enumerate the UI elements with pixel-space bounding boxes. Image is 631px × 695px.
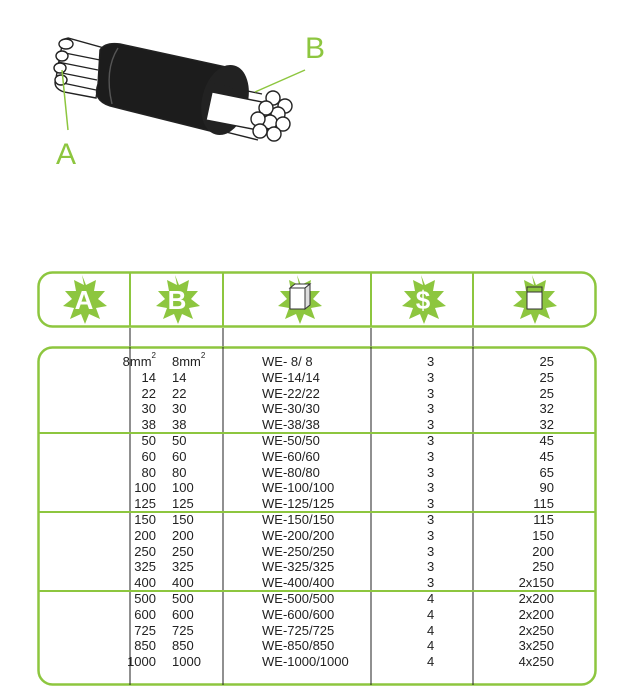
cell-reference: WE-250/250 bbox=[262, 543, 335, 559]
table-row bbox=[37, 559, 597, 575]
cell-section-b: 600 bbox=[172, 606, 194, 622]
cell-quantity: 150 bbox=[532, 527, 554, 543]
cell-section-a: 325 bbox=[134, 559, 156, 575]
cell-quantity: 32 bbox=[539, 401, 554, 417]
cell-price: 4 bbox=[427, 590, 435, 606]
cell-section-b: 850 bbox=[172, 638, 194, 654]
cell-price: 3 bbox=[427, 511, 435, 527]
cell-reference: WE-725/725 bbox=[262, 622, 335, 638]
cell-quantity: 4x250 bbox=[518, 654, 554, 670]
cell-section-b: 400 bbox=[172, 575, 194, 591]
label-a: A bbox=[56, 138, 77, 171]
svg-text:$: $ bbox=[415, 285, 431, 315]
table-row bbox=[37, 480, 597, 496]
cell-quantity: 2x150 bbox=[518, 575, 554, 591]
cell-reference: WE-14/14 bbox=[262, 369, 320, 385]
cell-section-b: 325 bbox=[172, 559, 194, 575]
cell-section-a: 22 bbox=[141, 385, 156, 401]
cell-section-b: 50 bbox=[172, 432, 187, 448]
cell-section-b: $8mm^2$ bbox=[172, 351, 206, 369]
cell-quantity: 115 bbox=[533, 496, 554, 512]
cell-quantity: 25 bbox=[539, 354, 554, 369]
cell-quantity: 2x250 bbox=[518, 622, 554, 638]
cell-quantity: 65 bbox=[539, 464, 554, 480]
cell-price: 3 bbox=[427, 543, 435, 559]
cell-quantity: 45 bbox=[539, 432, 554, 448]
cell-section-b: 150 bbox=[172, 511, 194, 527]
table-header bbox=[37, 271, 597, 328]
cell-quantity: 2x200 bbox=[518, 606, 554, 622]
table-row bbox=[37, 638, 597, 654]
cell-reference: WE-22/22 bbox=[262, 385, 320, 401]
cell-section-b: 500 bbox=[172, 590, 194, 606]
svg-text:B: B bbox=[167, 285, 187, 315]
cell-section-a: 38 bbox=[141, 417, 156, 433]
cell-reference: WE-38/38 bbox=[262, 417, 320, 433]
table-row bbox=[37, 496, 597, 512]
cell-price: 3 bbox=[427, 385, 435, 401]
leader-line-b bbox=[255, 70, 305, 92]
table-row bbox=[37, 401, 597, 417]
cell-quantity: 200 bbox=[532, 543, 554, 559]
cell-price: 4 bbox=[427, 622, 435, 638]
cell-price: 3 bbox=[427, 432, 435, 448]
cell-price: 4 bbox=[427, 654, 435, 670]
cell-section-b: 22 bbox=[172, 385, 187, 401]
cell-reference: WE-80/80 bbox=[262, 464, 320, 480]
cell-section-a: 60 bbox=[141, 448, 156, 464]
label-b: B bbox=[305, 32, 326, 65]
cell-section-a: 30 bbox=[141, 401, 156, 417]
cell-section-b: 30 bbox=[172, 401, 187, 417]
cell-section-b: 14 bbox=[172, 369, 187, 385]
column-connectors bbox=[37, 328, 597, 348]
table-row bbox=[37, 623, 597, 639]
cable-connector-drawing bbox=[54, 38, 292, 141]
table-row bbox=[37, 607, 597, 623]
cell-reference: WE-500/500 bbox=[262, 590, 335, 606]
cell-price: 3 bbox=[427, 417, 435, 433]
table-row bbox=[37, 351, 597, 370]
svg-text:A: A bbox=[74, 285, 94, 315]
cell-section-a: 1000 bbox=[127, 654, 156, 670]
cell-quantity: 3x250 bbox=[518, 638, 554, 654]
cell-price: 3 bbox=[427, 480, 435, 496]
connector-illustration bbox=[0, 0, 631, 200]
cell-section-b: 60 bbox=[172, 448, 187, 464]
cell-price: 3 bbox=[427, 369, 435, 385]
cell-section-b: 80 bbox=[172, 464, 187, 480]
cell-price: 4 bbox=[427, 638, 435, 654]
cell-section-a: 725 bbox=[134, 622, 156, 638]
table-row bbox=[37, 544, 597, 560]
cell-reference: WE- 8/ 8 bbox=[262, 354, 313, 369]
cell-section-b: 200 bbox=[172, 527, 194, 543]
cell-reference: WE-50/50 bbox=[262, 432, 320, 448]
cell-reference: WE-400/400 bbox=[262, 575, 335, 591]
cell-section-b: 725 bbox=[172, 622, 194, 638]
cell-section-a: 50 bbox=[141, 432, 156, 448]
table-row bbox=[37, 591, 597, 607]
cell-quantity: 250 bbox=[532, 559, 554, 575]
cell-reference: WE-30/30 bbox=[262, 401, 320, 417]
cell-price: 3 bbox=[427, 401, 435, 417]
cell-section-a: 600 bbox=[134, 606, 156, 622]
cell-section-a: 100 bbox=[134, 480, 156, 496]
table-rows bbox=[37, 351, 597, 670]
cell-price: 4 bbox=[427, 606, 435, 622]
cell-reference: WE-600/600 bbox=[262, 606, 335, 622]
cell-section-a: 250 bbox=[134, 543, 156, 559]
cell-price: 3 bbox=[427, 575, 435, 591]
cell-section-a: 150 bbox=[134, 511, 156, 527]
cell-price: 3 bbox=[427, 464, 435, 480]
cell-quantity: 90 bbox=[539, 480, 554, 496]
superscript: 2 bbox=[200, 351, 206, 360]
cell-quantity: 25 bbox=[539, 385, 554, 401]
table-row bbox=[37, 465, 597, 481]
cell-reference: WE-325/325 bbox=[262, 559, 335, 575]
table-row bbox=[37, 575, 597, 591]
table-row bbox=[37, 528, 597, 544]
cell-price: 3 bbox=[427, 448, 435, 464]
cell-quantity: 25 bbox=[539, 369, 554, 385]
cell-quantity: 2x200 bbox=[518, 590, 554, 606]
cell-section-b: 250 bbox=[172, 543, 194, 559]
table-row bbox=[37, 386, 597, 402]
table-row bbox=[37, 449, 597, 465]
cell-reference: WE-100/100 bbox=[262, 480, 335, 496]
cell-quantity: 115 bbox=[533, 511, 554, 527]
cell-reference: WE-1000/1000 bbox=[262, 654, 349, 670]
cell-section-a: 400 bbox=[134, 575, 156, 591]
cell-section-a: $8mm^2$ bbox=[122, 351, 156, 369]
cell-section-a: 850 bbox=[134, 638, 156, 654]
cell-section-a: 80 bbox=[141, 464, 156, 480]
cell-reference: WE-125/125 bbox=[262, 496, 335, 512]
table-row bbox=[37, 433, 597, 449]
table-row bbox=[37, 417, 597, 433]
superscript: 2 bbox=[151, 351, 156, 360]
cell-price: 3 bbox=[427, 527, 435, 543]
cell-reference: WE-200/200 bbox=[262, 527, 335, 543]
table-row bbox=[37, 654, 597, 670]
cell-section-b: 1000 bbox=[172, 654, 201, 670]
cell-section-a: 200 bbox=[134, 527, 156, 543]
cell-price: 3 bbox=[427, 559, 435, 575]
cell-price: 3 bbox=[427, 496, 435, 512]
table-row bbox=[37, 370, 597, 386]
cell-reference: WE-850/850 bbox=[262, 638, 335, 654]
cell-quantity: 45 bbox=[539, 448, 554, 464]
cell-section-a: 125 bbox=[134, 496, 156, 512]
table-row bbox=[37, 512, 597, 528]
cell-quantity: 32 bbox=[539, 417, 554, 433]
cell-reference: WE-150/150 bbox=[262, 511, 335, 527]
cell-section-b: 100 bbox=[172, 480, 194, 496]
cell-price: 3 bbox=[427, 354, 435, 369]
cell-section-a: 500 bbox=[134, 590, 156, 606]
cell-section-b: 38 bbox=[172, 417, 187, 433]
cell-section-b: 125 bbox=[172, 496, 194, 512]
cell-section-a: 14 bbox=[141, 369, 156, 385]
cell-reference: WE-60/60 bbox=[262, 448, 320, 464]
